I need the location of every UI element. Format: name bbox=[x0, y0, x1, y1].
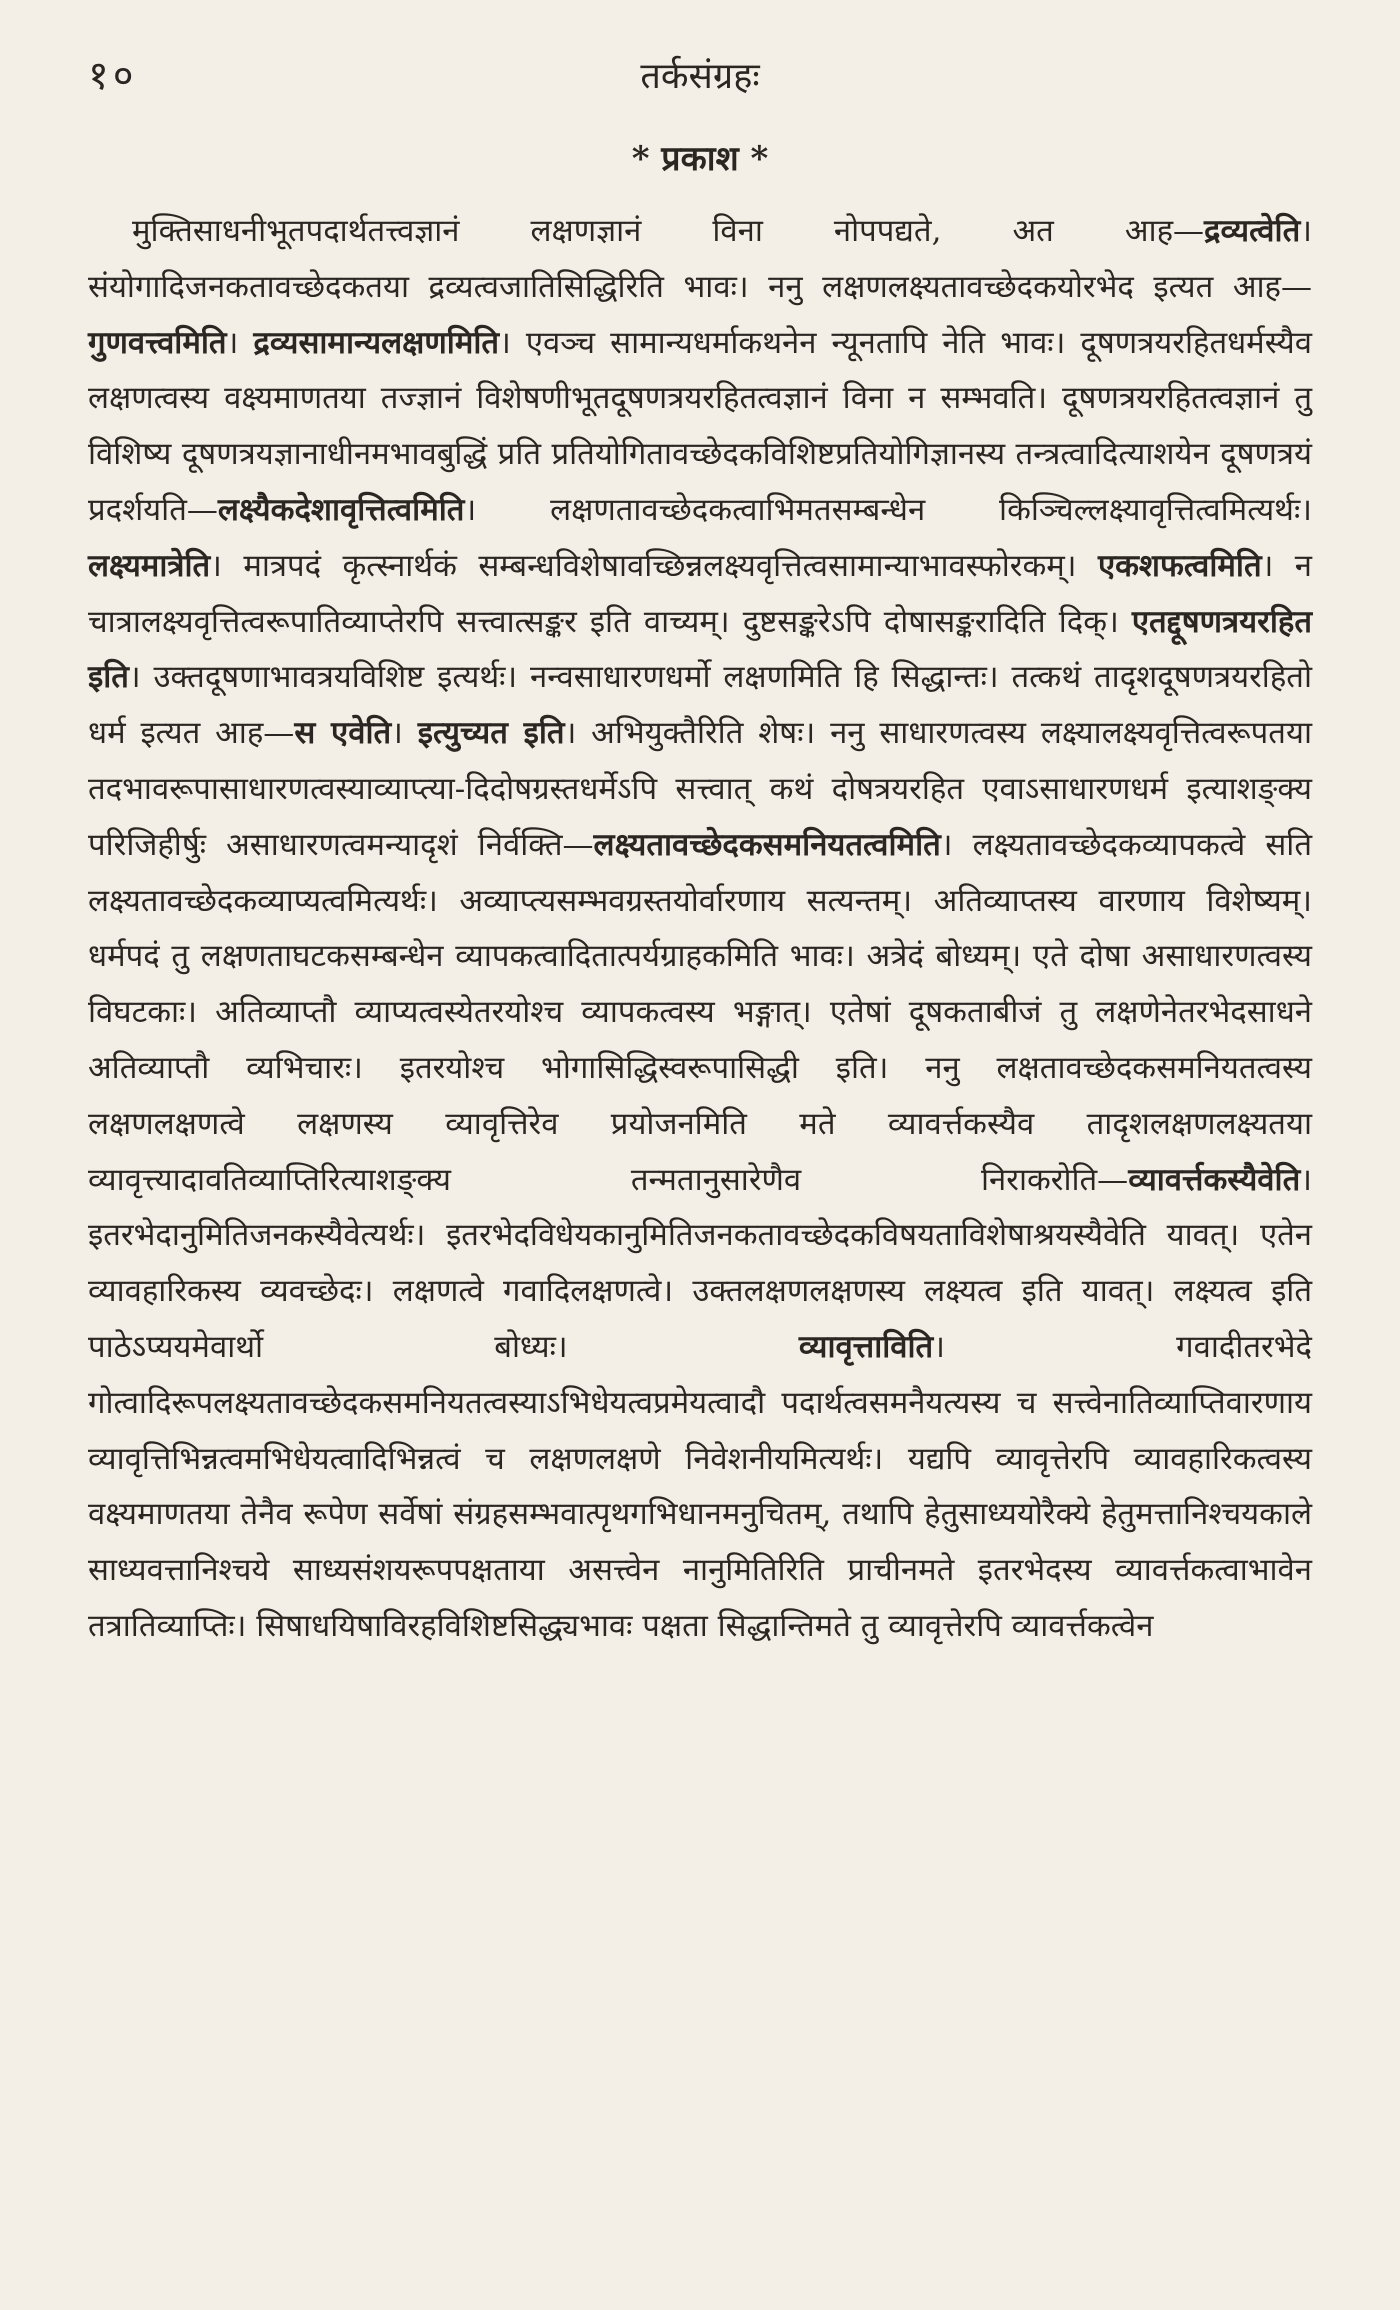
commentary-text: । लक्षणतावच्छेदकत्वाभिमतसम्बन्धेन किञ्चिल्लक्ष्यावृत्तित्वमित्यर्थः। bbox=[464, 491, 1312, 528]
lemma-text: लक्ष्यमात्रेति bbox=[88, 547, 211, 584]
lemma-text: व्यावर्त्तकस्यैवेति bbox=[1128, 1161, 1301, 1198]
lemma-text: द्रव्यसामान्यलक्षणमिति bbox=[253, 324, 500, 361]
commentary-text: । उक्तदूषणाभावत्रयविशिष्ट इत्यर्थः। नन्वसाधारणधर्मो लक्षणमिति हि सिद्धान्तः। तत्कथं तादृशदूषणत्रयरहितो धर्म इत्यत आह— bbox=[88, 659, 1312, 752]
lemma-text: गुणवत्त्वमिति bbox=[88, 324, 227, 361]
commentary-text: । अभियुक्तैरिति शेषः। ननु साधारणत्वस्य लक्ष्यालक्ष्यवृत्तित्वरूपतया तदभावरूपासाधारणत्वस्याव्याप्त्या-दिदोषग्रस्तधर्मेऽपि सत्त्वात् कथं दोषत्रयरहित एवाऽसाधारणधर्म इत्याशङ्क्य परिजिहीर्षुः असाधारणत्वमन्यादृशं निर्वक्ति— bbox=[88, 715, 1312, 863]
commentary-text: । न चात्रालक्ष्यवृत्तित्वरूपातिव्याप्तेरपि सत्त्वात्सङ्कर इति वाच्यम्। दुष्टसङ्करेऽपि दोषासङ्करादिति दिक्। bbox=[88, 547, 1312, 640]
running-title: तर्कसंग्रहः bbox=[640, 56, 760, 97]
section-heading: * प्रकाश * bbox=[631, 139, 769, 179]
commentary-text: मुक्तिसाधनीभूतपदार्थतत्त्वज्ञानं लक्षणज्ञानं विना नोपपद्यते, अत आह— bbox=[132, 213, 1205, 249]
commentary-text: । एवञ्च सामान्यधर्माकथनेन न्यूनतापि नेति भावः। दूषणत्रयरहितधर्मस्यैव लक्षणत्वस्य वक्ष्यमाणतया तज्ज्ञानं विशेषणीभूतदूषणत्रयरहितत्वज्ञानं विना न सम्भवति। दूषणत्रयरहितत्वज्ञानं तु विशिष्य दूषणत्रयज्ञानाधीनमभावबुद्धिं प्रति प्रतियोगितावच्छेदकविशिष्टप्रतियोगिज्ञानस्य तन्त्रत्वादित्याशयेन दूषणत्रयं प्रदर्शयति— bbox=[88, 324, 1312, 528]
lemma-text: व्यावृत्ताविति bbox=[798, 1328, 934, 1365]
commentary-text: । bbox=[391, 715, 418, 752]
lemma-text: स एवेति bbox=[294, 715, 392, 752]
lemma-text: इत्युच्यत इति bbox=[417, 715, 565, 752]
lemma-text: लक्ष्यतावच्छेदकसमनियतत्वमिति bbox=[593, 826, 941, 863]
commentary-text: । bbox=[226, 324, 254, 361]
commentary-text: । संयोगादिजनकतावच्छेदकतया द्रव्यत्वजातिसिद्धिरिति भावः। ननु लक्षणलक्ष्यतावच्छेदकयोरभेद इत्यत आह— bbox=[88, 213, 1312, 305]
lemma-text: एतद्दूषणत्रयरहित इति bbox=[88, 603, 1312, 696]
commentary-body bbox=[88, 204, 1312, 1655]
commentary-text: । लक्ष्यतावच्छेदकव्यापकत्वे सति लक्ष्यतावच्छेदकव्याप्यत्वमित्यर्थः। अव्याप्त्यसम्भवग्रस्तयोर्वारणाय सत्यन्तम्। अतिव्याप्तस्य वारणाय विशेष्यम्। धर्मपदं तु लक्षणताघटकसम्बन्धेन व्यापकत्वादितात्पर्यग्राहकमिति भावः। अत्रेदं बोध्यम्। एते दोषा असाधारणत्वस्य विघटकाः। अतिव्याप्तौ व्याप्यत्वस्येतरयोश्च व्यापकत्वस्य भङ्गात्। एतेषां दूषकताबीजं तु लक्षणेनेतरभेदसाधने अतिव्याप्तौ व्यभिचारः। इतरयोश्च भोगासिद्धिस्वरूपासिद्धी इति। ननु लक्षतावच्छेदकसमनियतत्वस्य लक्षणलक्षणत्वे लक्षणस्य व्यावृत्तिरेव प्रयोजनमिति मते व्यावर्त्तकस्यैव तादृशलक्षणलक्ष्यतया व्यावृत्त्यादावतिव्याप्तिरित्याशङ्क्य तन्मतानुसारेणैव निराकरोति— bbox=[88, 826, 1312, 1198]
commentary-text: । मात्रपदं कृत्स्नार्थकं सम्बन्धविशेषावच्छिन्नलक्ष्यवृत्तित्वसामान्याभावस्फोरकम्। bbox=[210, 547, 1098, 584]
commentary-paragraph bbox=[88, 204, 1312, 1655]
page-number: १० bbox=[88, 53, 138, 99]
commentary-text: । गवादीतरभेदे गोत्वादिरूपलक्ष्यतावच्छेदकसमनियतत्वस्याऽभिधेयत्वप्रमेयत्वादौ पदार्थत्वसमनैयत्यस्य च सत्त्वेनातिव्याप्तिवारणाय व्यावृत्तिभिन्नत्वमभिधेयत्वादिभिन्नत्वं च लक्षणलक्षणे निवेशनीयमित्यर्थः। यद्यपि व्यावृत्तेरपि व्यावहारिकत्वस्य वक्ष्यमाणतया तेनैव रूपेण सर्वेषां संग्रहसम्भवात्पृथगभिधानमनुचितम्, तथापि हेतुसाध्ययोरैक्ये हेतुमत्तानिश्चयकाले साध्यवत्तानिश्चये साध्यसंशयरूपपक्षताया असत्त्वेन नानुमितिरिति प्राचीनमते इतरभेदस्य व्यावर्त्तकत्वाभावेन तत्रातिव्याप्तिः। सिषाधयिषाविरहविशिष्टसिद्ध्यभावः पक्षता सिद्धान्तिमते तु व्यावृत्तेरपि व्यावर्त्तकत्वेन bbox=[88, 1328, 1312, 1644]
lemma-text: द्रव्यत्वेति bbox=[1204, 213, 1301, 249]
lemma-text: एकशफत्वमिति bbox=[1097, 547, 1262, 584]
lemma-text: लक्ष्यैकदेशावृत्तित्वमिति bbox=[217, 491, 465, 528]
commentary-text: । इतरभेदानुमितिजनकस्यैवेत्यर्थः। इतरभेदविधेयकानुमितिजनकतावच्छेदकविषयताविशेषाश्रयस्यैवेति यावत्। एतेन व्यावहारिकस्य व्यवच्छेदः। लक्षणत्वे गवादिलक्षणत्वे। उक्तलक्षणलक्षणस्य लक्ष्यत्व इति यावत्। लक्ष्यत्व इति पाठेऽप्ययमेवार्थो बोध्यः। bbox=[88, 1161, 1313, 1365]
